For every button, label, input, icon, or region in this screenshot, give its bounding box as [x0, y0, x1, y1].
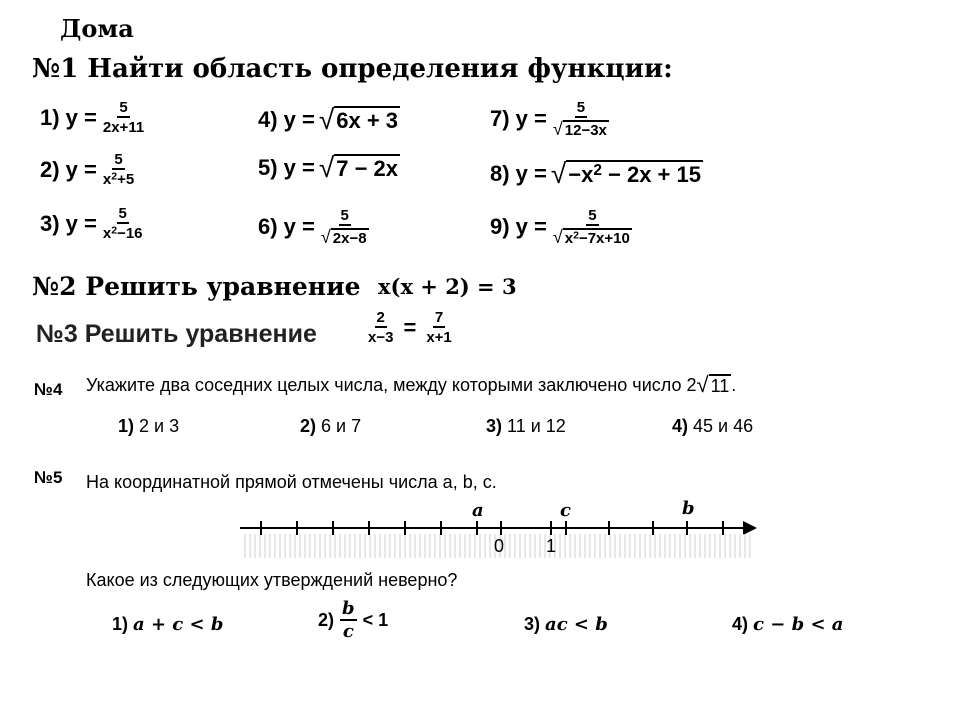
option-text: c − b < a [753, 614, 844, 635]
fraction-numerator: 5 [118, 205, 127, 222]
option-text: 45 и 46 [693, 416, 754, 436]
option-text: 6 и 7 [321, 416, 362, 436]
option-number: 3) [486, 416, 503, 436]
label-b: b [682, 498, 695, 519]
item-prefix: 9) y = [490, 214, 547, 240]
tick-c [565, 521, 567, 535]
task5-option-3[interactable] [524, 614, 608, 635]
task5-subquestion: Какое из следующих утверждений неверно? [86, 570, 458, 590]
label-c: c [560, 500, 571, 521]
radical [696, 374, 731, 396]
option-number: 2) [300, 416, 317, 436]
radical [553, 228, 632, 247]
task1-item-7 [490, 100, 611, 139]
item-prefix: 8) y = [490, 161, 547, 186]
tick-a [476, 521, 478, 535]
fraction-numerator: 7 [434, 309, 444, 326]
tick [368, 521, 370, 535]
option-number: 1) [112, 614, 129, 634]
task1-item-3 [40, 206, 145, 241]
den-exponent: 2 [111, 170, 118, 183]
label-one: 1 [546, 536, 557, 556]
fraction-numerator: 5 [114, 151, 123, 168]
number-line-axis [240, 527, 745, 529]
task5-option-4[interactable] [732, 614, 843, 635]
option-text: 2 и 3 [139, 416, 180, 436]
fraction-numerator: 2 [376, 309, 385, 326]
fraction [101, 152, 136, 187]
task4-question [86, 374, 736, 396]
homework-label: Дома [60, 14, 134, 43]
fraction-denominator [101, 224, 145, 241]
tick [608, 521, 610, 535]
option-text: a + c < b [133, 614, 224, 635]
fraction-numerator: 5 [588, 207, 597, 224]
sqrt-icon: √ [552, 119, 563, 139]
fraction-denominator [551, 118, 611, 139]
fraction [551, 100, 611, 139]
task1-item-6 [258, 208, 371, 247]
radicand [566, 160, 703, 188]
label-zero: 0 [494, 536, 505, 556]
radicand: 12−3x [564, 122, 607, 139]
tick [332, 521, 334, 535]
item-prefix: 6) y = [258, 214, 315, 240]
den-base: x [102, 171, 112, 188]
tick [652, 521, 654, 535]
task3-title: №3 Решить уравнение [36, 320, 317, 348]
arrow-right-icon [743, 521, 757, 535]
item-prefix: 1) y = [40, 104, 97, 130]
fraction-left [366, 310, 395, 345]
den-base: x [102, 225, 112, 242]
option-number: 2) [318, 610, 335, 630]
tick [296, 521, 298, 535]
radicand-exponent: 2 [573, 229, 579, 242]
fraction [340, 600, 357, 641]
task4-option-1[interactable] [118, 416, 179, 437]
fraction-denominator [551, 226, 634, 247]
fraction [101, 100, 146, 135]
fraction [551, 208, 634, 247]
den-rest: −16 [117, 225, 143, 242]
sqrt-icon: √ [318, 104, 335, 135]
tick [404, 521, 406, 535]
label-a: a [472, 500, 484, 521]
question-text: Укажите два соседних целых числа, между которыми заключено число 2 [86, 374, 697, 395]
radical [319, 154, 400, 182]
radicand: 11 [710, 376, 730, 396]
radical [321, 228, 369, 247]
fraction-numerator: b [342, 598, 355, 619]
option-text: ac < b [545, 614, 608, 635]
task5-option-1[interactable] [112, 614, 223, 635]
equals-sign: = [403, 314, 417, 340]
fraction-denominator: x−3 [368, 329, 394, 346]
item-prefix: 2) y = [40, 156, 97, 182]
tick-one [550, 521, 552, 535]
item-prefix: 5) y = [258, 155, 315, 180]
radicand-exponent: 2 [593, 162, 602, 180]
task1-item-1 [40, 100, 146, 135]
radicand-rest: − 2x + 15 [601, 162, 701, 187]
task2-equation: x(x + 2) = 3 [378, 274, 517, 299]
option-number: 4) [732, 614, 749, 634]
item-prefix: 3) y = [40, 210, 97, 236]
task4-option-4[interactable] [672, 416, 753, 437]
sqrt-icon: √ [318, 152, 335, 183]
task1-item-4 [258, 106, 400, 134]
radical [319, 106, 400, 134]
radicand [563, 228, 632, 247]
radical [551, 160, 703, 188]
option-text: 11 и 12 [507, 416, 566, 436]
radicand: 2x−8 [332, 230, 367, 247]
tick-zero [500, 521, 502, 535]
radicand-rest: −7x+10 [578, 230, 630, 247]
tick [722, 521, 724, 535]
sqrt-icon: √ [550, 158, 567, 189]
radicand-base: x [564, 230, 574, 247]
fraction-denominator [319, 226, 371, 247]
task1-title: №1 Найти область определения функции: [32, 54, 673, 84]
task3-equation [366, 310, 454, 345]
option-number: 1) [118, 416, 135, 436]
radical [553, 120, 609, 139]
radicand: 6x + 3 [336, 108, 399, 133]
sqrt-icon: √ [320, 227, 331, 247]
fraction [319, 208, 371, 247]
fraction-right [424, 310, 453, 345]
fraction [101, 206, 145, 241]
task1-item-8 [490, 160, 703, 188]
item-prefix: 4) y = [258, 107, 315, 132]
fraction-denominator: x+1 [426, 329, 452, 346]
tick [440, 521, 442, 535]
radicand: 7 − 2x [336, 156, 399, 181]
fraction-numerator: 5 [340, 207, 349, 224]
fraction-denominator: 2x+11 [102, 119, 145, 136]
task5-option-2[interactable] [318, 600, 388, 641]
tick [260, 521, 262, 535]
number-line [240, 500, 760, 566]
tick-b [686, 521, 688, 535]
fraction-denominator: c [342, 621, 354, 642]
task1-item-5 [258, 154, 400, 182]
task2-title: №2 Решить уравнение [32, 272, 361, 301]
option-text: < 1 [362, 610, 389, 630]
task1-item-2 [40, 152, 136, 187]
task4-option-2[interactable] [300, 416, 361, 437]
fraction-numerator: 5 [119, 99, 128, 116]
question-period: . [731, 374, 737, 395]
task4-option-3[interactable] [486, 416, 566, 437]
den-exponent: 2 [111, 224, 118, 237]
fraction-numerator: 5 [576, 99, 586, 116]
item-prefix: 7) y = [490, 106, 547, 132]
task5-label: №5 [34, 468, 63, 487]
task4-label: №4 [34, 380, 63, 399]
task1-item-9 [490, 208, 634, 247]
den-rest: +5 [117, 171, 135, 188]
sqrt-icon: √ [552, 227, 563, 247]
fraction-denominator [101, 170, 136, 187]
radicand-part: −x [568, 162, 594, 187]
sqrt-icon: √ [696, 372, 709, 397]
option-number: 3) [524, 614, 541, 634]
task5-question: На координатной прямой отмечены числа a, b, c. [86, 472, 497, 492]
option-number: 4) [672, 416, 689, 436]
